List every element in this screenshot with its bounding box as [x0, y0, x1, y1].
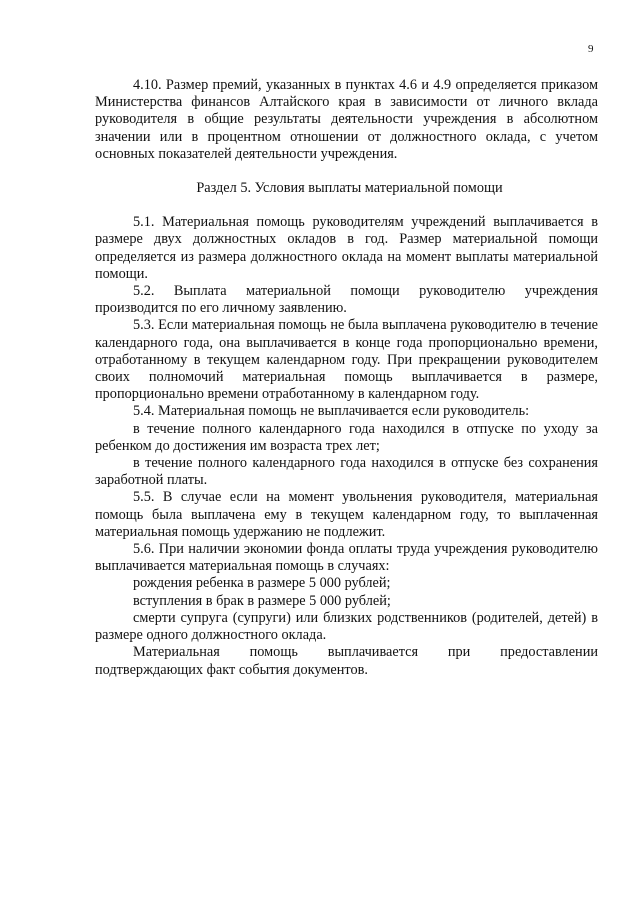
paragraph-5-4: 5.4. Материальная помощь не выплачивается если руководитель:: [133, 403, 530, 420]
list-item-marriage: вступления в брак в размере 5 000 рублей;: [133, 592, 391, 609]
paragraph-5-6: 5.6. При наличии экономии фонда оплаты труда учреждения руководителю выплачивается материальная помощь в случаях:: [95, 541, 598, 575]
document-body: [95, 77, 598, 679]
paragraph-closing: Материальная помощь выплачивается при предоставлении подтверждающих факт события документов.: [95, 644, 598, 678]
list-item-death: смерти супруга (супруги) или близких родственников (родителей, детей) в размере одного должностного оклада.: [95, 609, 598, 644]
page-number: 9: [588, 43, 594, 55]
paragraph-5-2: 5.2. Выплата материальной помощи руководителю учреждения производится по его личному заявлению.: [95, 283, 598, 317]
paragraph-5-1: 5.1. Материальная помощь руководителям учреждений выплачивается в размере двух должностных окладов в год. Размер материальной помощи определяется из размера должностного оклада на момент выплаты материальной помощи.: [95, 214, 598, 282]
list-item-childbirth: рождения ребенка в размере 5 000 рублей;: [133, 575, 391, 592]
section-5-title: Раздел 5. Условия выплаты материальной помощи: [196, 180, 503, 197]
paragraph-4-10: 4.10. Размер премий, указанных в пунктах 4.6 и 4.9 определяется приказом Министерства финансов Алтайского края в зависимости от личного вклада руководителя в общие результаты деятельности учреждения в абсолютном значении или в процентном отношении от должностного оклада, с учетом основных показателей деятельности учреждения.: [95, 77, 598, 162]
list-item-unpaid-leave: в течение полного календарного года находился в отпуске без сохранения заработной платы.: [95, 455, 598, 489]
paragraph-5-5: 5.5. В случае если на момент увольнения руководителя, материальная помощь была выплачена ему в текущем календарном году, то выплаченная материальная помощь удержанию не подлежит.: [95, 489, 598, 540]
list-item-maternity-leave: в течение полного календарного года находился в отпуске по уходу за ребенком до достижения им возраста трех лет;: [95, 420, 598, 454]
paragraph-5-3: 5.3. Если материальная помощь не была выплачена руководителю в течение календарного года, она выплачивается в конце года пропорционально времени, отработанному в текущем календарном году. При прекращении руководителем своих полномочий материальная помощь выплачивается в размере, пропорционально времени отработанному в календарном году.: [95, 317, 598, 403]
